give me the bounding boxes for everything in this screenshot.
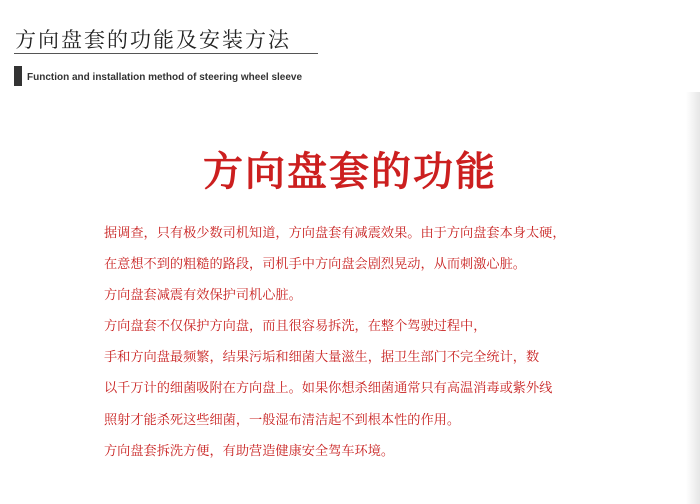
title-underline <box>14 53 318 54</box>
body-line: 方向盘套拆洗方便，有助营造健康安全驾车环境。 <box>104 443 395 459</box>
body-line: 在意想不到的粗糙的路段，司机手中方向盘会剧烈晃动，从而刺激心脏。 <box>104 257 526 273</box>
body-line: 照射才能杀死这些细菌，一般湿布清洁起不到根本性的作用。 <box>104 412 461 428</box>
body-text <box>104 218 566 467</box>
page-title: 方向盘套的功能及安装方法 <box>15 28 291 52</box>
body-line: 手和方向盘最频繁，结果污垢和细菌大量滋生，据卫生部门不完全统计，数 <box>104 350 540 366</box>
subtitle-marker-bar <box>14 66 22 86</box>
body-line: 方向盘套减震有效保护司机心脏。 <box>104 288 302 304</box>
body-line: 方向盘套不仅保护方向盘，而且很容易拆洗，在整个驾驶过程中， <box>104 319 487 335</box>
body-line: 据调查，只有极少数司机知道，方向盘套有减震效果。由于方向盘套本身太硬， <box>104 226 566 241</box>
body-line: 以千万计的细菌吸附在方向盘上。如果你想杀细菌通常只有高温消毒或紫外线 <box>104 381 553 397</box>
section-heading: 方向盘套的功能 <box>203 149 497 195</box>
page-subtitle: Function and installation method of steering wheel sleeve <box>27 72 303 83</box>
